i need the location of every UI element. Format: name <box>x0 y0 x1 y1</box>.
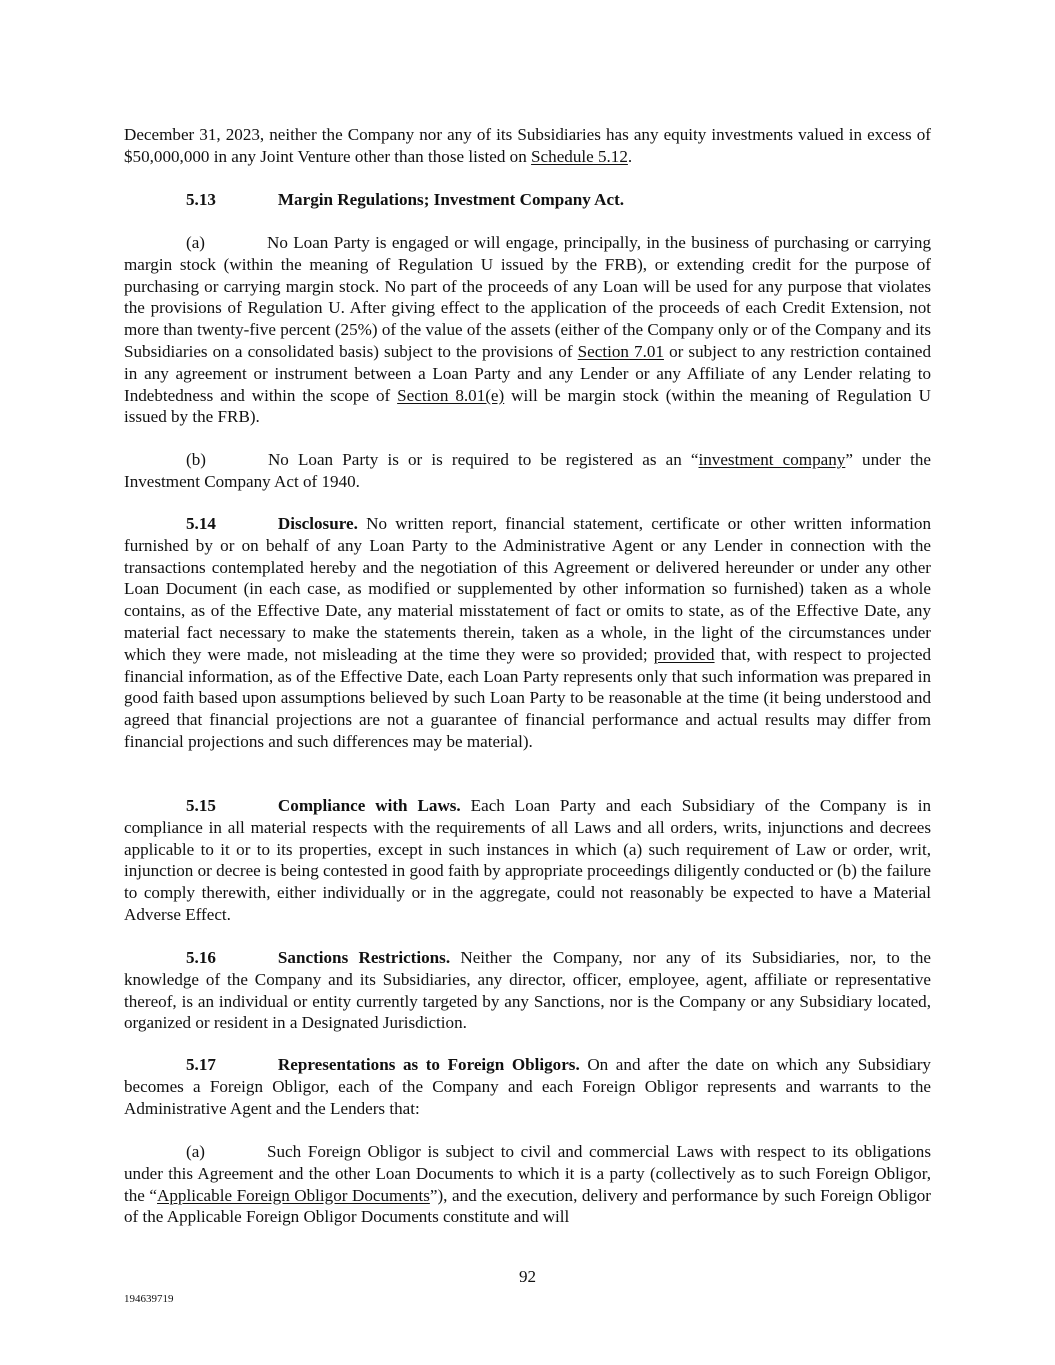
paragraph-text: No Loan Party is engaged or will engage, principally, in the business of purchasing or carrying margin stock (within the meaning of Regulation U issued by the FRB), or extending credit for the purpose of purchasing or carrying margin stock. No part of the proceeds of any Loan will be used for any purpose that violates the provisions of Regulation U. After giving effect to the application of the proceeds of each Credit Extension, not more than twenty-five percent (25%) of the value of the assets (either of the Company only or of the Company and its Subsidiaries on a consolidated basis) subject to the provisions of <box>124 233 931 361</box>
section-7-01-reference: Section 7.01 <box>577 341 664 361</box>
section-title: Sanctions Restrictions. <box>277 948 451 967</box>
paragraph-text: No Loan Party is or is required to be registered as an “ <box>267 450 699 469</box>
section-number: 5.15 <box>186 796 216 815</box>
paragraph-text: December 31, 2023, neither the Company nor any of its Subsidiaries has any equity investments valued in excess of $50,000,000 in any Joint Venture other than those listed on <box>124 125 931 166</box>
section-5-13-b <box>124 449 931 493</box>
paragraph-text: Such Foreign Obligor is subject to civil and commercial Laws with respect to its obligations under this Agreement and the other Loan Documents to which it is a party (collectively as to such Foreign Obligor, the “ <box>124 1142 931 1205</box>
paragraph-text: Neither the Company, nor any of its Subsidiaries, nor, to the knowledge of the Company and its Subsidiaries, any director, officer, employee, agent, affiliate or representative thereof, is an individual or entity currently targeted by any Sanctions, nor is the Company or any Subsidiary located, organized or resident in a Designated Jurisdiction. <box>124 948 931 1033</box>
paragraph-text: or subject to any restriction contained in any agreement or instrument between a Loan Party and any Lender or any Affiliate of any Lender relating to Indebtedness and within the scope of <box>124 341 931 405</box>
paragraph-text: ” under the Investment Company Act of 1940. <box>124 450 931 491</box>
defined-term: Applicable Foreign Obligor Documents <box>157 1185 430 1205</box>
clause-label: (a) <box>186 233 205 252</box>
section-5-15 <box>124 795 931 926</box>
schedule-5-12-reference: Schedule 5.12 <box>531 146 628 166</box>
section-title: Margin Regulations; Investment Company Act. <box>277 190 625 209</box>
paragraph-text: Each Loan Party and each Subsidiary of the Company is in compliance in all material respects with the requirements of all Laws and all orders, writs, injunctions and decrees applicable to it or to its properties, except in such instances in which (a) such requirement of Law or order, writ, injunction or decree is being contested in good faith by appropriate proceedings diligently conducted or (b) the failure to comply therewith, either individually or in the aggregate, could not reasonably be expected to have a Material Adverse Effect. <box>124 796 932 924</box>
section-5-13-a <box>124 232 931 428</box>
section-title: Compliance with Laws. <box>277 796 461 815</box>
clause-label: (a) <box>186 1142 205 1161</box>
section-title: Representations as to Foreign Obligors. <box>277 1055 580 1074</box>
paragraph-continuation <box>124 124 931 168</box>
section-number: 5.14 <box>186 514 216 533</box>
section-title: Disclosure. <box>277 514 358 533</box>
paragraph-text: On and after the date on which any Subsidiary becomes a Foreign Obligor, each of the Company and each Foreign Obligor represents and warrants to the Administrative Agent and the Lenders that: <box>124 1055 931 1118</box>
page-number: 92 <box>518 1267 537 1286</box>
defined-term: investment company <box>698 450 846 469</box>
paragraph-text: No written report, financial statement, certificate or other written information furnished by or on behalf of any Loan Party to the Administrative Agent or any Lender in connection with the transactions contemplated hereby and the negotiation of this Agreement or delivered hereunder or under any other Loan Document (in each case, as modified or supplemented by other information so furnished) taken as a whole contains, as of the Effective Date, any material misstatement of fact or omits to state, as of the Effective Date, any material fact necessary to make the statements therein, taken as a whole, in the light of the circumstances under which they were made, not misleading at the time they were so provided; <box>124 514 931 664</box>
section-number: 5.17 <box>186 1055 216 1074</box>
section-5-13-heading <box>124 189 931 211</box>
document-id: 194639719 <box>124 1293 174 1305</box>
paragraph-text: that, with respect to projected financial information, as of the Effective Date, each Loan Party represents only that such information was prepared in good faith based upon assumptions believed by such Loan Party to be reasonable at the time (it being understood and agreed that financial projections are not a guarantee of financial performance and actual results may differ from financial projections and such differences may be material). <box>124 644 932 751</box>
section-5-14 <box>124 513 931 753</box>
section-5-17 <box>124 1054 931 1119</box>
section-number: 5.13 <box>186 190 216 209</box>
section-8-01e-reference: Section 8.01(e) <box>397 385 505 405</box>
paragraph-text: ”), and the execution, delivery and performance by such Foreign Obligor of the Applicable Foreign Obligor Documents constitute and will <box>124 1185 931 1227</box>
section-5-17-a <box>124 1141 931 1228</box>
provided-term: provided <box>653 644 715 664</box>
clause-label: (b) <box>186 450 206 469</box>
paragraph-text: will be margin stock (within the meaning of Regulation U issued by the FRB). <box>124 385 931 427</box>
section-number: 5.16 <box>186 948 216 967</box>
section-5-16 <box>124 947 931 1034</box>
paragraph-text: . <box>627 146 633 166</box>
